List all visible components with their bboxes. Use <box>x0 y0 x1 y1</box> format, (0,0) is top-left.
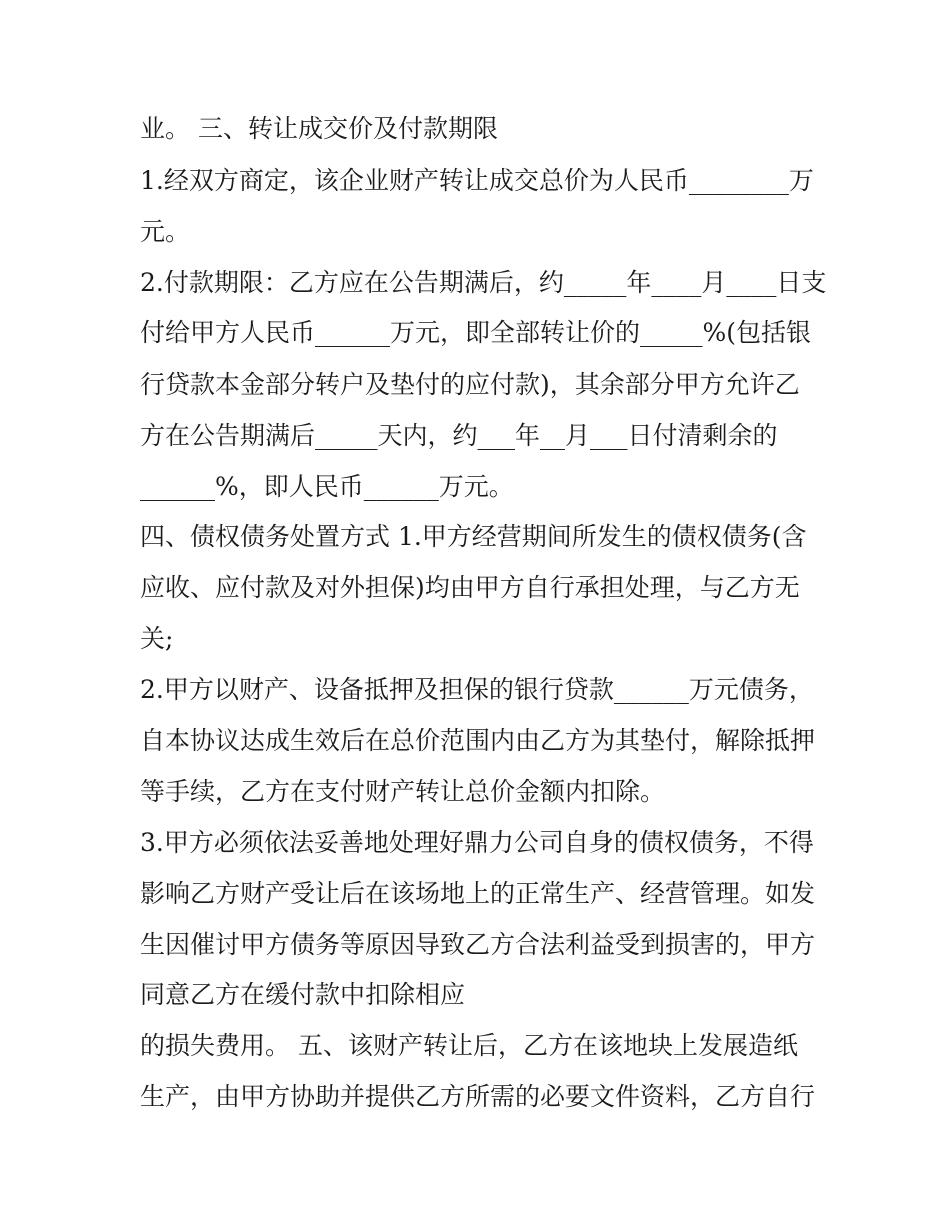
text-line: 影响乙方财产受让后在该场地上的正常生产、经营管理。如发 <box>140 879 816 908</box>
text-line: 生产，由甲方协助并提供乙方所需的必要文件资料，乙方自行 <box>140 1082 816 1111</box>
text-line: 元。 <box>140 217 191 246</box>
text-line: 等手续，乙方在支付财产转让总价金额内扣除。 <box>140 777 666 806</box>
text-line: 付给甲方人民币______万元，即全部转让价的_____%(包括银 <box>140 318 812 347</box>
text-line: 关; <box>140 624 174 653</box>
text-line: 3.甲方必须依法妥善地处理好鼎力公司自身的债权债务，不得 <box>140 828 814 857</box>
text-line: 2.付款期限：乙方应在公告期满后，约_____年____月____日支 <box>140 268 827 297</box>
text-line: 的损失费用。 五、该财产转让后，乙方在该地块上发展造纸 <box>140 1031 798 1060</box>
text-line: 同意乙方在缓付款中扣除相应 <box>140 980 466 1009</box>
text-line: 2.甲方以财产、设备抵押及担保的银行贷款______万元债务， <box>140 675 814 704</box>
text-line: 行贷款本金部分转户及垫付的应付款)，其余部分甲方允许乙 <box>140 370 800 399</box>
text-line: 四、债权债务处置方式 1.甲方经营期间所发生的债权债务(含 <box>140 522 807 551</box>
text-line: ______%，即人民币______万元。 <box>140 472 514 501</box>
text-line: 自本协议达成生效后在总价范围内由乙方为其垫付，解除抵押 <box>140 726 816 755</box>
text-line: 方在公告期满后_____天内，约___年__月___日付清剩余的 <box>140 421 778 450</box>
text-line: 1.经双方商定，该企业财产转让成交总价为人民币________万 <box>140 166 814 195</box>
text-line: 应收、应付款及对外担保)均由甲方自行承担处理，与乙方无 <box>140 573 800 602</box>
text-line: 业。 三、转让成交价及付款期限 <box>140 114 498 143</box>
text-line: 生因催讨甲方债务等原因导致乙方合法利益受到损害的，甲方 <box>140 930 816 959</box>
